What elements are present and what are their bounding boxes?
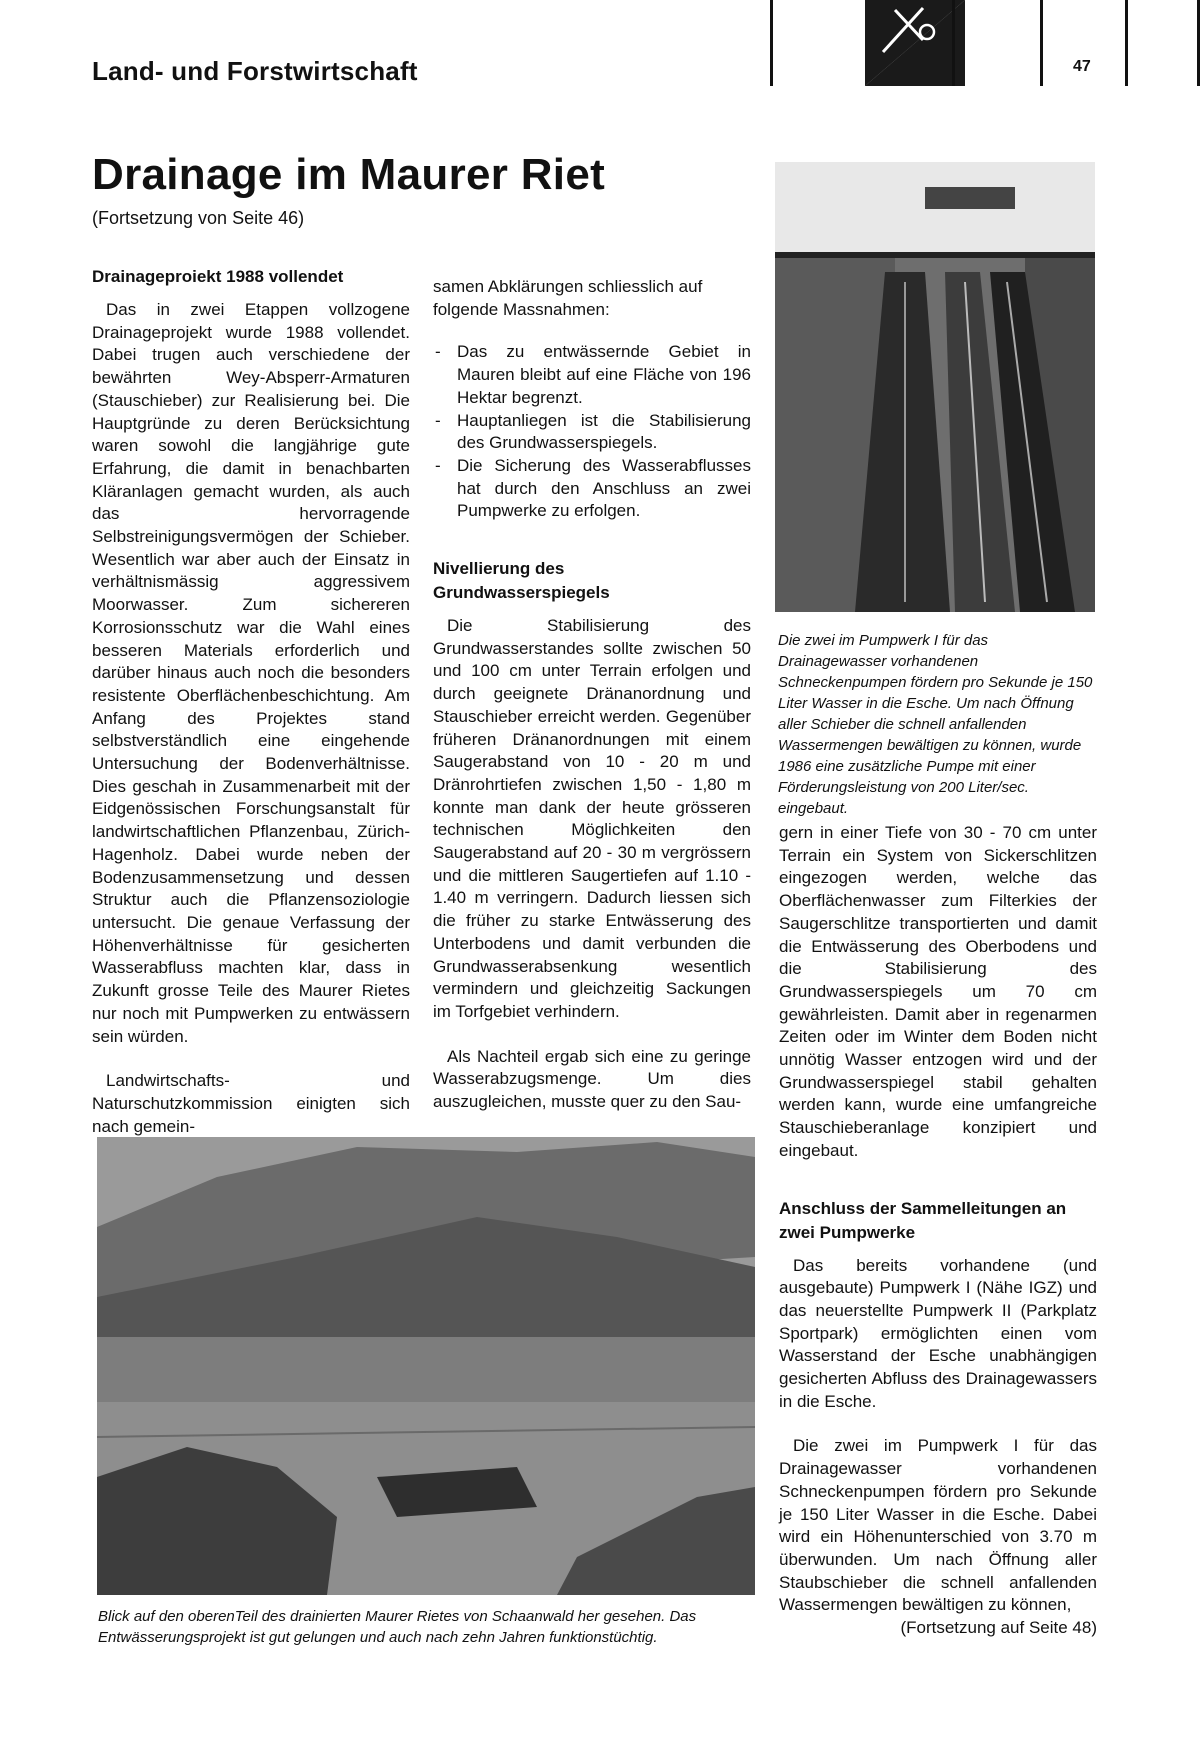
landscape-illustration [97,1137,755,1595]
section-heading: Anschluss der Sammelleitungen an zwei Pumpwerke [779,1198,1067,1242]
header-divider [770,0,773,86]
column-2 [433,276,751,1114]
paragraph: Die Stabilisierung des Grundwasserstandes sollte zwischen 50 und 100 cm unter Terrain erfolgen und durch geeignete Dränanordnung und Stauschieber erreicht werden. Gegenüber früheren Dränanordnungen mit einem Saugerabstand von 10 - 20 m und Dränrohrtiefen zwischen 1,50 - 1,80 m konnte man dank der heute grösseren technischen Möglichkeiten den Saugerabstand auf 20 - 30 m vergrössern und die mittleren Saugertiefen auf 1.10 - 1.40 m verringern. Dadurch liessen sich die früher zu starke Entwässerung des Unterbodens und damit verbunden die Grundwasserabsenkung wesentlich vermindern und gleichzeitig Sackungen im Torfgebiet verhindern. [433,616,751,1021]
landscape-photo [97,1137,755,1595]
section-heading: Nivellierung des Grundwasserspiegels [433,559,610,603]
paragraph: gern in einer Tiefe von 30 - 70 cm unter Terrain ein System von Sickerschlitzen eingezogen werden, welche das Oberflächenwasser zum Filterkies der Saugerschlitze transportierten und damit die Entwässerung des Oberbodens und die Stabilisierung des Grundwasserspiegels um 70 cm gewährleisten. Damit aber in regenarmen Zeiten oder im Winter dem Boden nicht unnötig Wasser entzogen wird und der Grundwasserspiegel stabil gehalten werden kann, wurde eine umfangreiche Stauschieberanlage konzipiert und eingebaut. [779,823,1097,1160]
paragraph: Das bereits vorhandene (und ausgebaute) Pumpwerk I (Nähe IGZ) und das neuerstellte Pumpwerk II (Parkplatz Sportpark) ermöglichten einen vom Wasserstand der Esche unabhängigen gesicherten Abfluss des Drainagewassers in die Esche. [779,1255,1097,1411]
paragraph: Die zwei im Pumpwerk I für das Drainagewasser vorhandenen Schneckenpumpen fördern pro Sekunde je 150 Liter Wasser in die Esche. Dabei wird ein Höhenunterschied von 3.70 m überwunden. Um nach Öffnung aller Staubschieber die schnell anfallenden Wassermengen bewältigen zu können, [779,1436,1097,1615]
paragraph: Landwirtschafts- und Naturschutzkommission einigten sich nach gemein- [92,1071,410,1136]
header-divider [1040,0,1043,86]
section-label: Land- und Forstwirtschaft [92,56,418,86]
photo-caption-bottom: Blick auf den oberenTeil des drainierten Maurer Rietes von Schaanwald her gesehen. Das Entwässerungsprojekt ist gut gelungen und auch nach zehn Jahren funktionstüchtig. [98,1608,697,1646]
photo-caption-top: Die zwei im Pumpwerk I für das Drainagewasser vorhandenen Schneckenpumpen fördern pro Sekunde je 150 Liter Wasser in die Esche. Um nach Öffnung aller Schieber die schnell anfallenden Wassermengen bewältigen zu können, wurde 1986 eine zusätzliche Pumpe mit einer Förderungsleistung von 200 Liter/sec. eingebaut. [778,632,1093,817]
pen-and-sickle-icon [865,0,965,86]
column-3 [779,822,1097,1640]
measures-list [433,341,751,523]
paragraph: Das in zwei Etappen vollzogene Drainageprojekt wurde 1988 vollendet. Dabei trugen auch verschiedene der bewährten Wey-Absperr-Armaturen (Stauschieber) zur Realisierung bei. Die Hauptgründe zu deren Berücksichtung waren sowohl die langjährige gute Erfahrung, die damit in benachbarten Kläranlagen gemacht wurden, als auch das hervorragende Selbstreinigungsvermögen der Schieber. Wesentlich war aber auch der Einsatz in verhältnismässig aggressivem Moorwasser. Zum sichereren Korrosionsschutz war die Wahl eines besseren Materials erforderlich und darüber hinaus auch noch die besonders resistente Oberflächenbeschichtung. Am Anfang des Projektes stand selbstverständlich eine eingehende Untersuchung der Bodenverhältnisse. Dies geschah in Zusammenarbeit mit der Eidgenössischen Forschungsanstalt für landwirtschaftlichen Pflanzenbau, Zürich-Hagenholz. Dabei wurde neben der Bodenzusammensetzung und dessen Struktur auch die Pflanzensoziologie untersucht. Die genaue Verfassung der Höhenverhältnisse für gesicherten Wasserabfluss machten klar, dass in Zukunft grosse Teile des Maurer Rietes nur noch mit Pumpwerken zu entwässern sein würden. [92,300,410,1046]
continued-note: (Fortsetzung auf Seite 48) [900,1618,1097,1638]
article-subtitle: (Fortsetzung von Seite 46) [92,208,305,228]
header-divider [952,0,955,86]
list-item: - Die Sicherung des Wasserabflusses hat durch den Anschluss an zwei Pumpwerke zu erfolgen. [433,455,751,523]
paragraph: Als Nachteil ergab sich eine zu geringe Wasserabzugsmenge. Um dies auszugleichen, musste quer zu den Sau- [433,1046,751,1112]
header-divider [1125,0,1128,86]
column-1 [92,265,410,1138]
section-heading: Drainageproiekt 1988 vollendet [92,267,344,286]
screw-pumps-illustration [775,162,1095,612]
paragraph: samen Abklärungen schliesslich auf folgende Massnahmen: [433,277,703,319]
page-header-bar [770,0,1200,86]
article-title: Drainage im Maurer Riet [92,150,606,199]
page-number: 47 [1073,58,1091,75]
list-item: - Hauptanliegen ist die Stabilisierung des Grundwasserspiegels. [433,410,751,455]
list-item: - Das zu entwässernde Gebiet in Mauren bleibt auf eine Fläche von 196 Hektar begrenzt. [433,341,751,409]
pumping-station-photo [775,162,1095,612]
